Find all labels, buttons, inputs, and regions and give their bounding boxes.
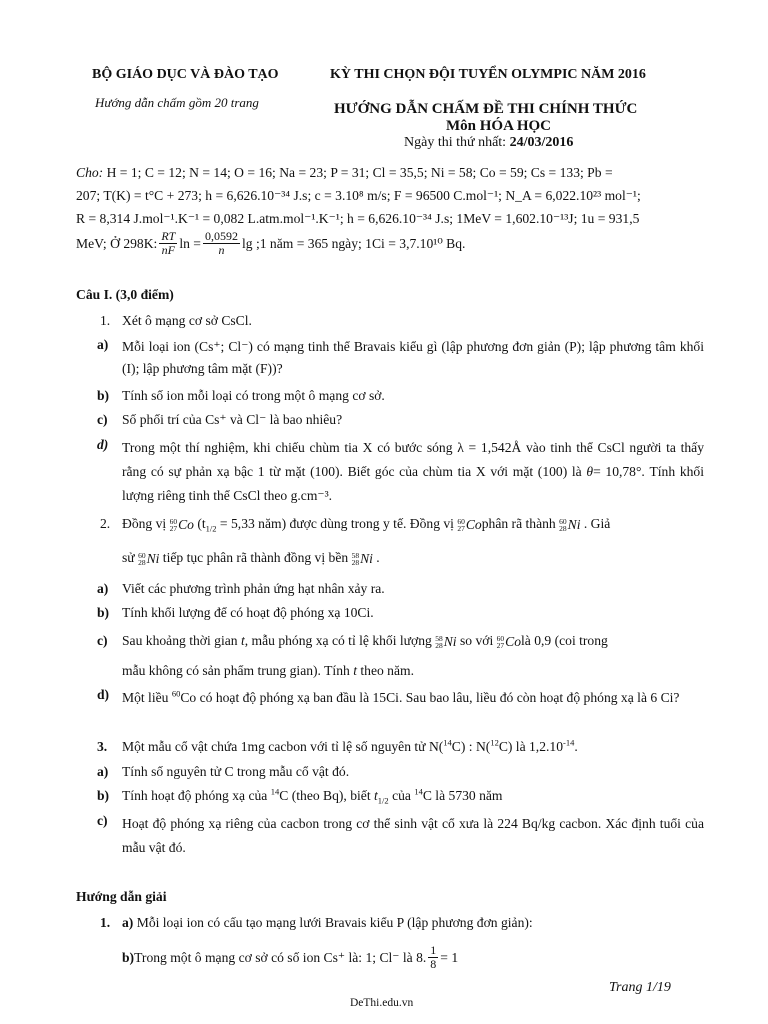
guide-title: HƯỚNG DẪN CHẤM ĐỀ THI CHÍNH THỨC [334, 101, 638, 117]
nuclide-co60-c: 60 27 Co [496, 633, 521, 650]
fraction-0592-n: $\frac{0,0592}{n}$ [204, 229, 238, 257]
given-line-3: R = 8,314 J.mol⁻¹.K⁻¹ = 0,082 L.atm.mol⁻¹.K⁻¹; h = 6,626.10⁻³⁴ J.s; 1MeV = 1,602.10⁻¹³J; 1u = 931,5 [76, 211, 640, 226]
solution-1b: b) Trong một ô mạng cơ sở có số ion Cs⁺ là: 1; Cl⁻ là 8. $\frac{1}{8}$ = 1 [122, 943, 459, 971]
exam-date [404, 135, 573, 151]
question-title: Câu I. (3,0 điểm) [76, 287, 174, 302]
nuclide-co60: 60 27 Co [169, 516, 194, 533]
date-label: Ngày thi thứ nhất: [404, 135, 510, 150]
nuclide-ni58-b: 58 28 Ni [435, 633, 457, 650]
given-line-4 [76, 230, 465, 257]
given-text-4b: lg ;1 năm = 365 ngày; 1Ci = 3,7.10¹⁰ Bq. [241, 235, 466, 251]
site-watermark: DeThi.edu.vn [350, 997, 414, 1009]
solution-title: Hướng dẫn giải [76, 889, 167, 904]
given-text-4a: MeV; Ở 298K: [76, 235, 158, 251]
ministry-name: BỘ GIÁO DỤC VÀ ĐÀO TẠO [92, 67, 279, 82]
exam-title: KỲ THI CHỌN ĐỘI TUYỂN OLYMPIC NĂM 2016 [330, 67, 646, 82]
page-number: Trang 1/19 [609, 980, 671, 995]
item-2-line2: sử 60 28 Ni tiếp tục phân rã thành đồng vị bền 58 28 Ni . [122, 550, 380, 567]
nuclide-ni60-b: 60 28 Ni [138, 550, 160, 567]
nuclide-ni60: 60 28 Ni [559, 516, 581, 533]
given-line-1 [76, 164, 613, 182]
subject: Môn HÓA HỌC [446, 118, 552, 134]
pages-note: Hướng dẫn chấm gồm 20 trang [95, 95, 259, 110]
fraction-one-eighth: $\frac{1}{8}$ [430, 943, 437, 971]
ln-text: ln = [179, 235, 201, 251]
item-2c-line2: mẫu không có sản phẩm trung gian). Tính t theo năm. [122, 663, 414, 678]
given-text-1: H = 1; C = 12; N = 14; O = 16; Na = 23; P = 31; Cl = 35,5; Ni = 58; Co = 59; Cs = 133; Pb = [103, 165, 613, 180]
nuclide-ni58: 58 28 Ni [351, 550, 373, 567]
date-value: 24/03/2016 [509, 135, 574, 150]
given-line-2: 207; T(K) = t°C + 273; h = 6,626.10⁻³⁴ J.s; c = 3.10⁸ m/s; F = 96500 C.mol⁻¹; N_A = 6,022.10²³ mol⁻¹; [76, 188, 641, 203]
given-label: Cho: [76, 165, 104, 180]
nuclide-co60-b: 60 27 Co [457, 516, 482, 533]
fraction-rt-nf: $\frac{RT}{nF}$ [161, 229, 176, 257]
